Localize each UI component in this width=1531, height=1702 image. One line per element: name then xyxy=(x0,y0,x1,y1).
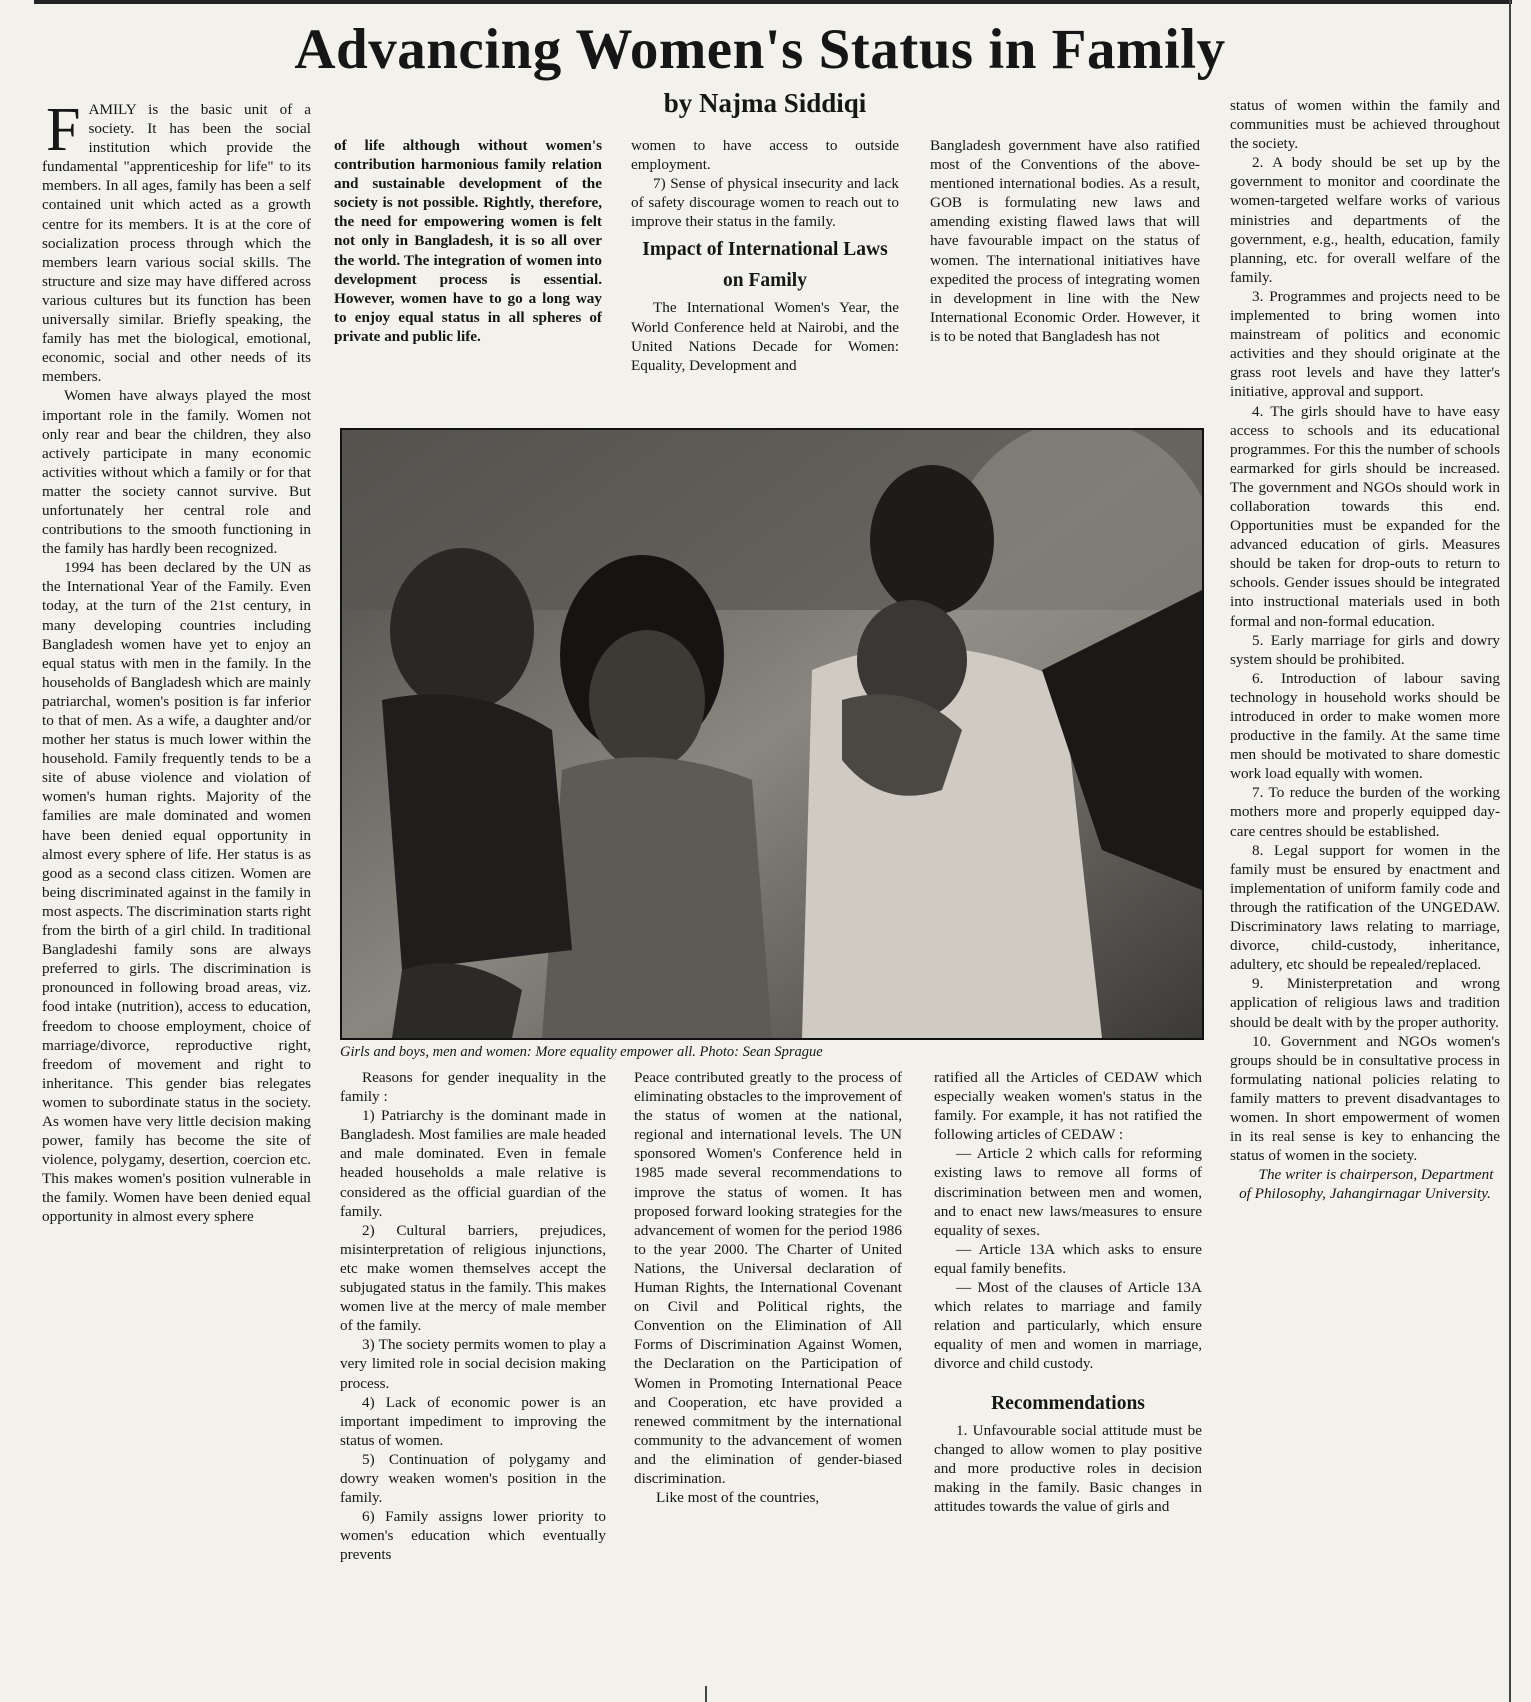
article-13a: — Article 13A which asks to ensure equal family benefits. xyxy=(934,1240,1202,1277)
subhead-international-laws: Impact of International Laws on Family xyxy=(642,239,888,292)
paragraph: of life although without women's contribution harmonious family relation and sustainable development of the society is not possible. Rightly, therefore, the need for empowering women is felt not only in Bangladesh, it is so all over the world. The integration of women into development process is essential. However, women have to go a long way to enjoy equal status in all spheres of private and public life. xyxy=(334,137,602,345)
recommendation-5: 5. Early marriage for girls and dowry system should be prohibited. xyxy=(1230,631,1500,668)
top-rule xyxy=(34,0,1512,4)
reason-3: 3) The society permits women to play a very limited role in social decision making process. xyxy=(340,1336,606,1392)
paragraph: Bangladesh government have also ratified most of the Conventions of the above-mentioned international bodies. As a result, GOB is formulating new laws and amending existing flawed laws that will have favourable impact on the status of women. The international initiatives have expedited the process of integrating women in development in line with the New International Economic Order. However, it is to be noted that Bangladesh has not xyxy=(930,137,1200,345)
recommendation-4: 4. The girls should have to have easy access to schools and its educational programmes. For this the number of schools earmarked for girls should be increased. The government and NGOs should work in collaboration towards this end. Opportunities must be expanded for the advanced education of girls. Measures should be taken for drop-outs to return to schools. Gender issues should be integrated into instructional materials used in both formal and non-formal education. xyxy=(1230,402,1500,630)
column-3-top xyxy=(631,136,899,422)
reason-5: 5) Continuation of polygamy and dowry weaken women's position in the family. xyxy=(340,1450,606,1507)
article-2: — Article 2 which calls for reforming existing laws to remove all forms of discrimination between men and women, and to enact new laws/measures to ensure equality of sexes. xyxy=(934,1145,1202,1239)
reason-2: 2) Cultural barriers, prejudices, misinterpretation of religious injunctions, etc make women themselves accept the subjugated status in the family. This makes women live at the mercy of male member of the family. xyxy=(340,1221,606,1335)
article-photo xyxy=(340,428,1204,1040)
column-2-top xyxy=(334,136,602,422)
recommendation-9: 9. Ministerpretation and wrong application of religious laws and tradition should be dealt with by the proper authority. xyxy=(1230,975,1500,1031)
paragraph: The International Women's Year, the World Conference held at Nairobi, and the United Nations Decade for Women: Equality, Development and xyxy=(631,299,899,374)
column-5 xyxy=(1230,96,1500,1692)
paragraph: Women have always played the most important role in the family. Women not only rear and bear the children, they also actively participate in many economic activities without which a family or for that matter the society cannot survive. But unfortunately her central role and contributions to the smooth functioning in the family has hardly been recognized. xyxy=(42,387,311,558)
byline: by Najma Siddiqi xyxy=(663,88,867,118)
column-rule-right xyxy=(1509,0,1511,1702)
reason-6: 6) Family assigns lower priority to women's education which eventually prevents xyxy=(340,1508,606,1564)
paragraph: Peace contributed greatly to the process of eliminating obstacles to the improvement of the status of women at the national, regional and international levels. The UN sponsored Women's Conference held in 1985 made several recommendations to improve the status of women. It has proposed forward looking strategies for the advancement of women for the period 1986 to the year 2000. The Charter of United Nations, the Universal declaration of Human Rights, the International Covenant on Civil and Political rights, the Convention on the Elimination of All Forms of Discrimination Against Women, the Declaration on the Participation of Women in Promoting International Peace and Cooperation, etc have provided a renewed commitment by the international community to the advancement of women and the elimination of gender-biased discrimination. xyxy=(634,1069,902,1487)
recommendation-2: 2. A body should be set up by the government to monitor and coordinate the women-targeted welfare works of various ministries and departments of the government, e.g., health, education, family planning, etc. for overall welfare of the family. xyxy=(1230,154,1500,286)
column-3-bottom xyxy=(634,1068,902,1692)
recommendation-1: 1. Unfavourable social attitude must be changed to allow women to play positive and more productive roles in decision making in the family. Basic changes in attitudes towards the value of girls and xyxy=(934,1421,1202,1515)
paragraph: ratified all the Articles of CEDAW which especially weaken women's status in the family. For example, it has not ratified the following articles of CEDAW : xyxy=(934,1069,1202,1144)
column-4-top xyxy=(930,136,1200,422)
recommendation-6: 6. Introduction of labour saving technology in household works should be introduced in order to make women more productive in the family. At the same time men should be motivated to share domestic work load equally with women. xyxy=(1230,669,1500,783)
paragraph: 7) Sense of physical insecurity and lack of safety discourage women to reach out to improve their status in the family. xyxy=(631,175,899,231)
author-signoff: The writer is chairperson, Department of Philosophy, Jahangirnagar University. xyxy=(1239,1166,1494,1203)
reason-1: 1) Patriarchy is the dominant made in Bangladesh. Most families are male headed and male dominated. Even in female headed households a male relative is considered as the official guardian of the family. xyxy=(340,1107,606,1220)
paragraph: Reasons for gender inequality in the family : xyxy=(340,1069,606,1106)
recommendation-7: 7. To reduce the burden of the working mothers more and properly equipped day-care centres should be established. xyxy=(1230,784,1500,840)
article-13a-clauses: — Most of the clauses of Article 13A which relates to marriage and family relation and particularly, which ensure equality of men and women in marriage, divorce and child custody. xyxy=(934,1279,1202,1373)
column-2-bottom xyxy=(340,1068,606,1692)
recommendation-8: 8. Legal support for women in the family must be ensured by enactment and implementation of uniform family code and through the ratification of the UNGEDAW. Discriminatory laws relating to marriage, divorce, child-custody, inheritance, adultery, etc should be repealed/replaced. xyxy=(1230,841,1500,974)
recommendation-3: 3. Programmes and projects need to be implemented to bring women into mainstream of politics and economic activities and they should originate at the grass root levels and have they latter's initiative, approval and support. xyxy=(1230,287,1500,401)
paragraph: status of women within the family and communities must be achieved throughout the society. xyxy=(1230,97,1500,153)
intro-paragraph xyxy=(42,100,311,386)
paragraph: 1994 has been declared by the UN as the International Year of the Family. Even today, at the turn of the 21st century, in many developing countries including Bangladesh women have yet to enjoy an equal status with men in the family. In the households of Bangladesh which are mainly patriarchal, women's position is far inferior to that of men. As a wife, a daughter and/or mother her status is much lower within the household. Family frequently tends to be a site of abuse violence and violation of women's human rights. Majority of the families are male dominated and women have been denied equal opportunity in almost every sphere of life. Her status is as good as a second class citizen. Women are being discriminated against in the family in most aspects. The discrimination starts right from the birth of a girl child. In traditional Bangladeshi family sons are always preferred to girls. The discrimination is pronounced in following broad areas, viz. food intake (nutrition), access to education, freedom to choose employment, choice of marriage/divorce, reproductive right, freedom of movement and right to inheritance. This gender bias relegates women to subordinate status in the society. As women have very little decision making power, family has become the site of violence, polygamy, desertion, coercion etc. This makes women's position vulnerable in the family. Women have been denied equal opportunity in almost every sphere xyxy=(42,559,311,1226)
paragraph: Like most of the countries, xyxy=(656,1489,820,1507)
paragraph: women to have access to outside employment. xyxy=(631,137,899,174)
photo-caption: Girls and boys, men and women: More equality empower all. Photo: Sean Sprague xyxy=(340,1044,823,1060)
photo-illustration xyxy=(342,430,1202,1038)
subhead-recommendations: Recommendations xyxy=(991,1392,1145,1414)
headline: Advancing Women's Status in Family xyxy=(294,18,1226,81)
recommendation-10: 10. Government and NGOs women's groups should be in consultative process in formulating national policies relating to family matters to prevent disadvantages to women. In short empowerment of women in its real sense is key to enhancing the status of women in the society. xyxy=(1230,1032,1500,1165)
dropcap: F xyxy=(46,100,81,164)
intro-text: AMILY is the basic unit of a society. It has been the social institution which provide the fundamental "apprenticeship for life" to its members. In all ages, family has been a self contained unit which acted as a growth centre for its members. It is at the core of socialization process through which the members learn various social skills. The structure and size may have differed across various cultures but its function has been universally similar. Briefly speaking, the family has met the biological, emotional, economic, social and other needs of its members. xyxy=(42,101,311,386)
column-1 xyxy=(42,100,311,1692)
column-4-bottom xyxy=(934,1068,1202,1692)
reason-4: 4) Lack of economic power is an important impediment to improving the status of women. xyxy=(340,1393,606,1449)
